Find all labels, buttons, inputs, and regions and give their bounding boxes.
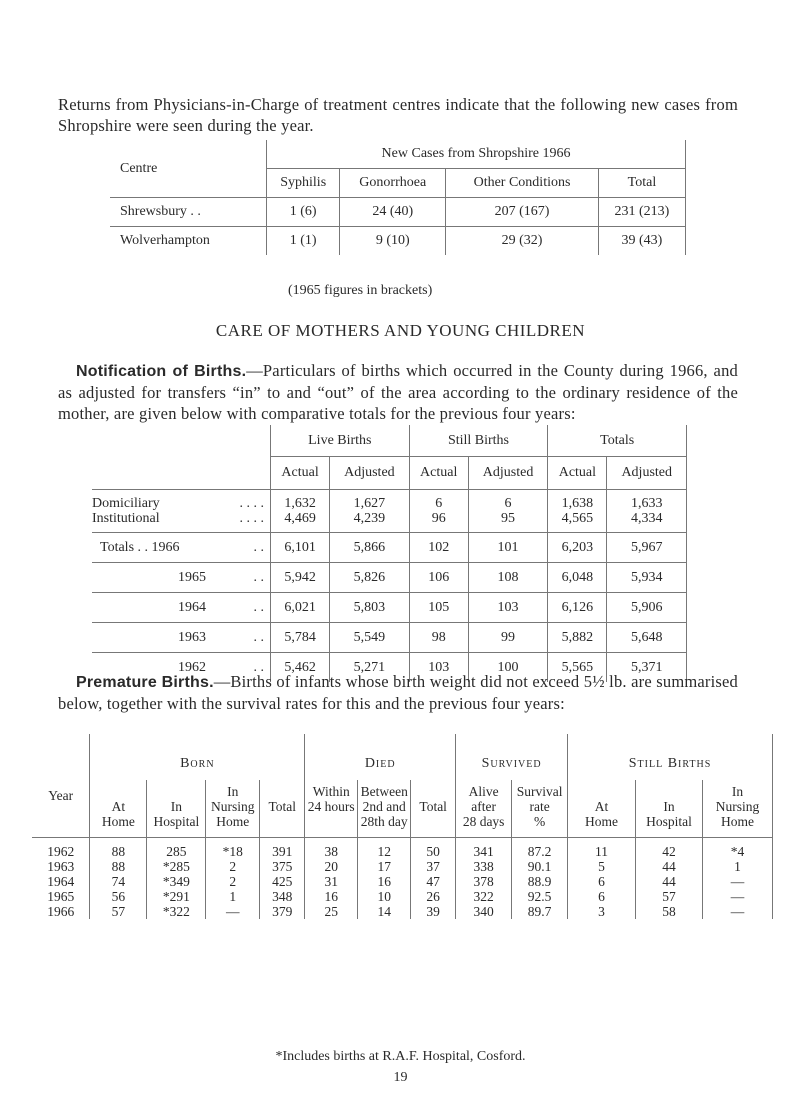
table1-centre: Shrewsbury . . xyxy=(110,198,267,227)
table2-cell: 99 xyxy=(468,623,548,653)
table1-cell: 231 (213) xyxy=(598,198,685,227)
table1-corner: Centre xyxy=(120,160,158,176)
table1-cell: 1 (1) xyxy=(267,227,340,256)
table2-cell: 5,565 xyxy=(548,653,607,683)
table2-row-label: Domiciliary . . . . Institutional . . . . xyxy=(92,490,271,533)
intro-paragraph: Returns from Physicians-in-Charge of treatment centres indicate that the following new cases from Shropshire were seen during the year. xyxy=(58,95,738,135)
table2-col-header: Actual xyxy=(548,457,607,490)
table1-cell: 9 (10) xyxy=(340,227,446,256)
table2-group-header: Live Births xyxy=(271,425,410,457)
table2-cell: 5,882 xyxy=(548,623,607,653)
premature-births-table xyxy=(32,734,773,919)
table3-cell: 285 *285 *349 *291 *322 xyxy=(147,838,206,920)
table3-cell: *4 1 — — — xyxy=(702,838,772,920)
table2-cell: 5,934 xyxy=(607,563,687,593)
table3-col-header: Between 2nd and 28th day xyxy=(358,780,411,838)
table3-col-header: At Home xyxy=(90,780,147,838)
premature-text: —Births of infants whose birth weight did not exceed 5½ lb. are summarised below, together with the survival rates for this and the previous four years: xyxy=(58,672,738,713)
table2-cell: 6,203 xyxy=(548,533,607,563)
table3-group-header: Still Births xyxy=(568,734,773,780)
table3-col-header: In Nursing Home xyxy=(206,780,260,838)
table3-cell: *18 2 2 1 — xyxy=(206,838,260,920)
table2-cell: 6,101 xyxy=(271,533,330,563)
table2-cell: 108 xyxy=(468,563,548,593)
table3-col-header: In Nursing Home xyxy=(702,780,772,838)
table2-cell: 1,633 4,334 xyxy=(607,490,687,533)
table3-year-header: Year xyxy=(48,787,74,803)
table2-cell: 103 xyxy=(468,593,548,623)
table-row xyxy=(92,563,687,593)
table2-cell: 100 xyxy=(468,653,548,683)
table2-row-label: Totals . . 1966 . . xyxy=(92,533,271,563)
table2-cell: 106 xyxy=(409,563,468,593)
table-row xyxy=(92,593,687,623)
table2-cell: 1,638 4,565 xyxy=(548,490,607,533)
table2-col-header: Adjusted xyxy=(330,457,410,490)
table2-corner xyxy=(92,425,271,490)
table1-cell: 24 (40) xyxy=(340,198,446,227)
notification-text: —Particulars of births which occurred in the County during 1966, and as adjusted for transfers “in” to and “out” of the area according to the ordinary residence of the mother, are given below with comparative totals for the previous four years: xyxy=(58,361,738,423)
table1-col-header: Total xyxy=(598,169,685,198)
table2-cell: 105 xyxy=(409,593,468,623)
table3-col-header: Within 24 hours xyxy=(305,780,358,838)
table2-col-header: Actual xyxy=(271,457,330,490)
table3-col-header: In Hospital xyxy=(636,780,703,838)
table-row xyxy=(110,227,686,256)
table2-cell: 6 96 xyxy=(409,490,468,533)
table3-group-header: Survived xyxy=(456,734,568,780)
table1-cell: 39 (43) xyxy=(598,227,685,256)
page-number: 19 xyxy=(393,1070,408,1085)
table2-cell: 1,627 4,239 xyxy=(330,490,410,533)
table2-group-header: Still Births xyxy=(409,425,548,457)
std-cases-table xyxy=(110,140,686,255)
table3-cell: 38 20 31 16 25 xyxy=(305,838,358,920)
table3-col-header: Alive after 28 days xyxy=(456,780,512,838)
table-row xyxy=(92,490,687,533)
table3-footnote: *Includes births at R.A.F. Hospital, Cosford. xyxy=(275,1049,526,1064)
table1-cell: 1 (6) xyxy=(267,198,340,227)
table2-row-label: 1964 . . xyxy=(92,593,271,623)
table2-row-label: 1962 . . xyxy=(92,653,271,683)
notification-paragraph xyxy=(58,360,738,424)
table-row xyxy=(92,623,687,653)
table3-cell: 12 17 16 10 14 xyxy=(358,838,411,920)
births-table xyxy=(92,425,687,682)
table-row xyxy=(92,533,687,563)
table3-cell: 42 44 44 57 58 xyxy=(636,838,703,920)
table-row xyxy=(32,838,773,920)
table2-group-header: Totals xyxy=(548,425,687,457)
table2-cell: 6,048 xyxy=(548,563,607,593)
table3-cell: 50 37 47 26 39 xyxy=(411,838,456,920)
table2-col-header: Adjusted xyxy=(607,457,687,490)
table2-cell: 6 95 xyxy=(468,490,548,533)
table3-col-header: At Home xyxy=(568,780,636,838)
table1-centre: Wolverhampton xyxy=(110,227,267,256)
table2-cell: 5,967 xyxy=(607,533,687,563)
table2-cell: 5,371 xyxy=(607,653,687,683)
table3-cell: 11 5 6 6 3 xyxy=(568,838,636,920)
table2-cell: 102 xyxy=(409,533,468,563)
table3-col-header: Total xyxy=(260,780,305,838)
table3-col-header: Survival rate % xyxy=(512,780,568,838)
table3-cell: 391 375 425 348 379 xyxy=(260,838,305,920)
table1-cell: 207 (167) xyxy=(446,198,599,227)
table-row xyxy=(110,198,686,227)
table2-cell: 5,942 xyxy=(271,563,330,593)
premature-lead: Premature Births. xyxy=(76,674,214,691)
premature-paragraph xyxy=(58,671,738,714)
table2-cell: 5,803 xyxy=(330,593,410,623)
table3-col-header: In Hospital xyxy=(147,780,206,838)
table1-col-header: Gonorrhoea xyxy=(340,169,446,198)
table3-col-header: Total xyxy=(411,780,456,838)
table2-col-header: Actual xyxy=(409,457,468,490)
table3-cell: 88 88 74 56 57 xyxy=(90,838,147,920)
table2-cell: 5,462 xyxy=(271,653,330,683)
table1-col-header: Other Conditions xyxy=(446,169,599,198)
table2-cell: 5,784 xyxy=(271,623,330,653)
table2-row-label: 1963 . . xyxy=(92,623,271,653)
table1-cell: 29 (32) xyxy=(446,227,599,256)
table2-cell: 6,021 xyxy=(271,593,330,623)
table2-cell: 101 xyxy=(468,533,548,563)
table2-cell: 5,271 xyxy=(330,653,410,683)
table3-cell: 341 338 378 322 340 xyxy=(456,838,512,920)
table2-cell: 103 xyxy=(409,653,468,683)
table2-cell: 5,826 xyxy=(330,563,410,593)
table2-cell: 5,648 xyxy=(607,623,687,653)
table3-group-header: Died xyxy=(305,734,456,780)
table3-year: 1962 1963 1964 1965 1966 xyxy=(32,838,90,920)
table3-group-header: Born xyxy=(90,734,305,780)
table2-cell: 5,906 xyxy=(607,593,687,623)
table2-cell: 1,632 4,469 xyxy=(271,490,330,533)
table2-cell: 5,866 xyxy=(330,533,410,563)
table2-row-label: 1965 . . xyxy=(92,563,271,593)
table2-cell: 5,549 xyxy=(330,623,410,653)
table2-col-header: Adjusted xyxy=(468,457,548,490)
table2-cell: 98 xyxy=(409,623,468,653)
table2-cell: 6,126 xyxy=(548,593,607,623)
notification-lead: Notification of Births. xyxy=(76,363,247,380)
table1-note: (1965 figures in brackets) xyxy=(288,283,433,298)
table3-cell: 87.2 90.1 88.9 92.5 89.7 xyxy=(512,838,568,920)
table1-col-header: Syphilis xyxy=(267,169,340,198)
section-heading: CARE OF MOTHERS AND YOUNG CHILDREN xyxy=(215,321,586,340)
table1-group-header: New Cases from Shropshire 1966 xyxy=(267,140,686,169)
